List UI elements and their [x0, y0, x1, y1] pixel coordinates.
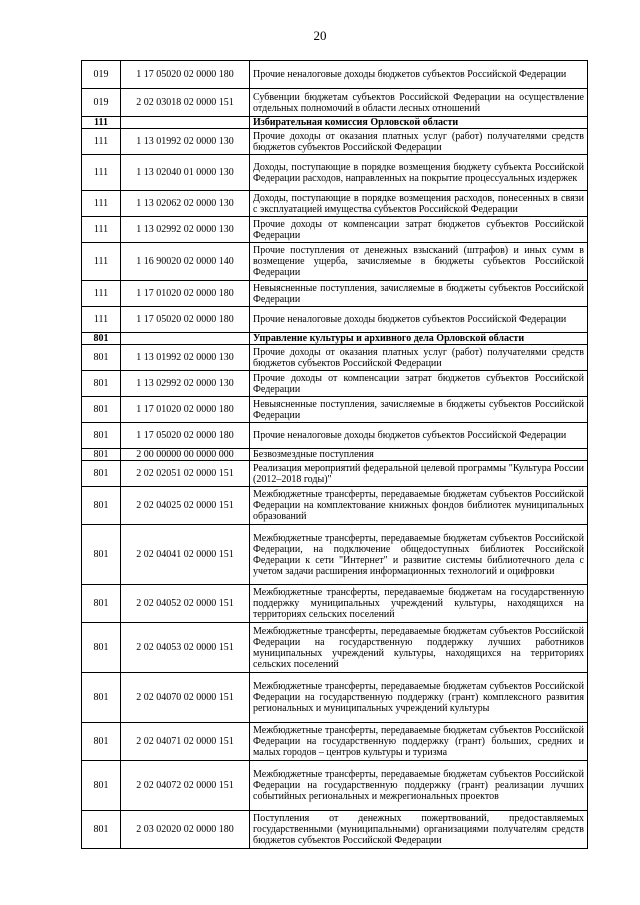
revenue-name-cell: Доходы, поступающие в порядке возмещения бюджету субъекта Российской Федерации расходов, направленных на покрытие процессуальных издержек [250, 155, 588, 191]
budget-code-cell: 2 02 04072 02 0000 151 [121, 761, 250, 811]
admin-code-cell: 801 [82, 333, 121, 345]
table-body [82, 61, 588, 849]
budget-code-cell: 2 02 04041 02 0000 151 [121, 525, 250, 585]
table-row [82, 623, 588, 673]
table-row [82, 397, 588, 423]
budget-code-cell: 1 13 02992 02 0000 130 [121, 217, 250, 243]
revenue-name-cell: Прочие доходы от компенсации затрат бюджетов субъектов Российской Федерации [250, 371, 588, 397]
budget-code-cell: 1 16 90020 02 0000 140 [121, 243, 250, 281]
budget-code-cell: 1 13 01992 02 0000 130 [121, 345, 250, 371]
admin-code-cell: 801 [82, 811, 121, 849]
budget-codes-table [81, 60, 588, 849]
budget-code-cell: 1 17 05020 02 0000 180 [121, 307, 250, 333]
revenue-name-cell: Межбюджетные трансферты, передаваемые бюджетам субъектов Российской Федерации на государственную поддержку (грант) больших, средних и малых городов – центров культуры и туризма [250, 723, 588, 761]
table-row [82, 243, 588, 281]
admin-code-cell: 801 [82, 449, 121, 461]
revenue-name-cell: Прочие доходы от оказания платных услуг (работ) получателями средств бюджетов субъектов Российской Федерации [250, 345, 588, 371]
budget-code-cell: 2 02 03018 02 0000 151 [121, 89, 250, 117]
budget-code-cell: 2 02 04070 02 0000 151 [121, 673, 250, 723]
revenue-name-cell: Межбюджетные трансферты, передаваемые бюджетам субъектов Российской Федерации на государственную поддержку (грант) реализации лучших событийных региональных и межрегиональных проектов [250, 761, 588, 811]
table-row [82, 281, 588, 307]
revenue-name-cell: Прочие доходы от компенсации затрат бюджетов субъектов Российской Федерации [250, 217, 588, 243]
revenue-name-cell: Поступления от денежных пожертвований, предоставляемых государственными (муниципальными) организациями получателям средств бюджетов субъектов Российской Федерации [250, 811, 588, 849]
budget-code-cell: 2 02 04053 02 0000 151 [121, 623, 250, 673]
budget-code-cell: 2 02 02051 02 0000 151 [121, 461, 250, 487]
admin-code-cell: 801 [82, 673, 121, 723]
admin-code-cell: 111 [82, 191, 121, 217]
admin-code-cell: 111 [82, 281, 121, 307]
revenue-name-cell: Прочие неналоговые доходы бюджетов субъектов Российской Федерации [250, 61, 588, 89]
table-row [82, 61, 588, 89]
admin-code-cell: 801 [82, 487, 121, 525]
admin-code-cell: 019 [82, 61, 121, 89]
revenue-name-cell: Межбюджетные трансферты, передаваемые бюджетам субъектов Российской Федерации, на подключение общедоступных библиотек Российской Федерации к сети "Интернет" и развитие системы библиотечного дела с учетом задачи расширения информационных технологий и оцифровки [250, 525, 588, 585]
revenue-name-cell: Межбюджетные трансферты, передаваемые бюджетам субъектов Российской Федерации на государственную поддержку (грант) комплексного развития региональных и муниципальных учреждений культуры [250, 673, 588, 723]
revenue-name-cell: Безвозмездные поступления [250, 449, 588, 461]
budget-code-cell: 2 02 04052 02 0000 151 [121, 585, 250, 623]
revenue-name-cell: Избирательная комиссия Орловской области [250, 117, 588, 129]
page-number: 20 [313, 28, 327, 43]
table-row [82, 371, 588, 397]
revenue-name-cell: Межбюджетные трансферты, передаваемые бюджетам на государственную поддержку муниципальных учреждений культуры, находящихся на территориях сельских поселений [250, 585, 588, 623]
budget-code-cell [121, 117, 250, 129]
table-row [82, 487, 588, 525]
table-row [82, 89, 588, 117]
table-row [82, 673, 588, 723]
budget-code-cell: 1 17 05020 02 0000 180 [121, 423, 250, 449]
table-row [82, 723, 588, 761]
admin-code-cell: 801 [82, 761, 121, 811]
admin-code-cell: 019 [82, 89, 121, 117]
admin-code-cell: 801 [82, 397, 121, 423]
table-row [82, 345, 588, 371]
revenue-name-cell: Межбюджетные трансферты, передаваемые бюджетам субъектов Российской Федерации на государственную поддержку лучших работников муниципальных учреждений культуры, находящихся на территориях сельских поселений [250, 623, 588, 673]
budget-code-cell: 1 13 02062 02 0000 130 [121, 191, 250, 217]
table-row [82, 191, 588, 217]
table-row [82, 423, 588, 449]
budget-code-cell: 1 17 01020 02 0000 180 [121, 397, 250, 423]
revenue-name-cell: Доходы, поступающие в порядке возмещения расходов, понесенных в связи с эксплуатацией имущества субъектов Российской Федерации [250, 191, 588, 217]
revenue-name-cell: Управление культуры и архивного дела Орловской области [250, 333, 588, 345]
revenue-name-cell: Прочие неналоговые доходы бюджетов субъектов Российской Федерации [250, 307, 588, 333]
table-row [82, 461, 588, 487]
table-section-header-row [82, 333, 588, 345]
table-row [82, 761, 588, 811]
revenue-name-cell: Субвенции бюджетам субъектов Российской Федерации на осуществление отдельных полномочий в области лесных отношений [250, 89, 588, 117]
admin-code-cell: 111 [82, 155, 121, 191]
table-row [82, 811, 588, 849]
admin-code-cell: 111 [82, 129, 121, 155]
admin-code-cell: 111 [82, 307, 121, 333]
budget-code-cell: 2 03 02020 02 0000 180 [121, 811, 250, 849]
table-row [82, 217, 588, 243]
table-section-header-row [82, 117, 588, 129]
table-row [82, 525, 588, 585]
revenue-name-cell: Прочие неналоговые доходы бюджетов субъектов Российской Федерации [250, 423, 588, 449]
table-row [82, 449, 588, 461]
admin-code-cell: 801 [82, 723, 121, 761]
admin-code-cell: 801 [82, 525, 121, 585]
admin-code-cell: 801 [82, 423, 121, 449]
table-row [82, 129, 588, 155]
budget-code-cell [121, 333, 250, 345]
revenue-name-cell: Межбюджетные трансферты, передаваемые бюджетам субъектов Российской Федерации на комплектование книжных фондов библиотек муниципальных образований [250, 487, 588, 525]
admin-code-cell: 111 [82, 243, 121, 281]
admin-code-cell: 111 [82, 117, 121, 129]
budget-code-cell: 1 17 05020 02 0000 180 [121, 61, 250, 89]
revenue-name-cell: Прочие доходы от оказания платных услуг (работ) получателями средств бюджетов субъектов Российской Федерации [250, 129, 588, 155]
revenue-name-cell: Невыясненные поступления, зачисляемые в бюджеты субъектов Российской Федерации [250, 281, 588, 307]
admin-code-cell: 801 [82, 585, 121, 623]
budget-code-cell: 1 13 01992 02 0000 130 [121, 129, 250, 155]
revenue-name-cell: Реализация мероприятий федеральной целевой программы "Культура России (2012–2018 годы)" [250, 461, 588, 487]
revenue-name-cell: Невыясненные поступления, зачисляемые в бюджеты субъектов Российской Федерации [250, 397, 588, 423]
admin-code-cell: 801 [82, 461, 121, 487]
admin-code-cell: 801 [82, 345, 121, 371]
admin-code-cell: 801 [82, 371, 121, 397]
budget-code-cell: 2 00 00000 00 0000 000 [121, 449, 250, 461]
budget-code-cell: 2 02 04025 02 0000 151 [121, 487, 250, 525]
revenue-name-cell: Прочие поступления от денежных взысканий (штрафов) и иных сумм в возмещение ущерба, зачисляемые в бюджеты субъектов Российской Федерации [250, 243, 588, 281]
budget-code-cell: 1 13 02992 02 0000 130 [121, 371, 250, 397]
budget-code-cell: 2 02 04071 02 0000 151 [121, 723, 250, 761]
budget-code-cell: 1 17 01020 02 0000 180 [121, 281, 250, 307]
table-row [82, 307, 588, 333]
admin-code-cell: 111 [82, 217, 121, 243]
table-row [82, 155, 588, 191]
table-row [82, 585, 588, 623]
budget-code-cell: 1 13 02040 01 0000 130 [121, 155, 250, 191]
admin-code-cell: 801 [82, 623, 121, 673]
